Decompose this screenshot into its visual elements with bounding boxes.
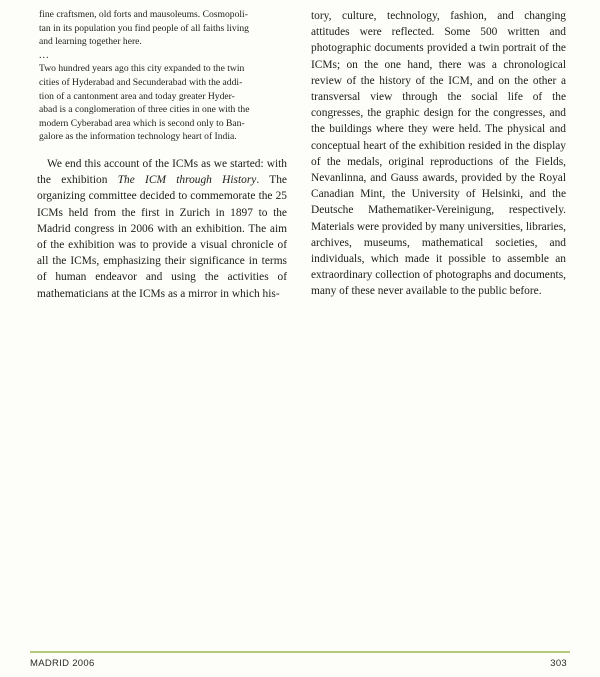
right-column (311, 8, 566, 300)
footer-divider (30, 651, 570, 653)
quote-line: abad is a conglomeration of three cities in one with the (39, 104, 250, 116)
page-number: 303 (550, 658, 567, 669)
quote-line: modern Cyberabad area which is second only to Ban- (39, 117, 245, 129)
quote-line: tion of a cantonment area and today greater Hyder- (39, 90, 235, 102)
quote-line: Two hundred years ago this city expanded to the twin (39, 63, 245, 75)
quote-line: tan in its population you find people of all faiths living (39, 22, 249, 34)
quote-line: and learning together here. (39, 36, 142, 48)
paragraph-rest: . The organizing committee decided to commemorate the 25 ICMs held from the first in Zurich in 1897 to the Madrid congress in 2006 with an exhibition. The aim of the exhibition was to provide a visual chronicle of all the ICMs, emphasizing their significance in terms of human endeavor and using the activities of mathematicians at the ICMs as a mirror in which his- (37, 174, 287, 300)
running-footer-title: MADRID 2006 (30, 658, 95, 669)
quote-line: fine craftsmen, old forts and mausoleums. Cosmopoli- (39, 9, 248, 20)
body-paragraph-continued (311, 8, 566, 300)
paragraph-exhibition (37, 156, 287, 302)
quote-line: cities of Hyderabad and Secunderabad with the addi- (39, 76, 243, 88)
quote-line: galore as the information technology heart of India. (39, 131, 237, 143)
exhibition-title: The ICM through History (117, 174, 257, 187)
paragraph-continuation: tory, culture, technology, fashion, and changing attitudes were reflected. Some 500 written and photographic documents provided a twin portrait of the ICMs; on the one hand, there was a chronological review of the history of the ICM, and on the other a transversal view through the social life of the congresses, the graphic design for the congresses, and the buildings where they were held. The physical and conceptual heart of the exhibition resided in the display of the medals, original reproductions of the Fields, Nevanlinna, and Gauss awards, provided by the Royal Canadian Mint, the University of Helsinki, and the Deutsche Mathematiker-Vereinigung, respectively. Materials were provided by many universities, libraries, archives, museums, mathematical societies, and individuals, which made it possible to assemble an extraordinary collection of photographs and documents, many of these never available to the public before. (311, 10, 566, 298)
quote-ellipsis: ... (39, 49, 50, 61)
body-paragraph (37, 156, 287, 302)
paragraph-intro: We end this account of the ICMs as we started: with the exhibition (37, 157, 287, 187)
left-column (37, 8, 287, 302)
block-quote (37, 8, 287, 144)
